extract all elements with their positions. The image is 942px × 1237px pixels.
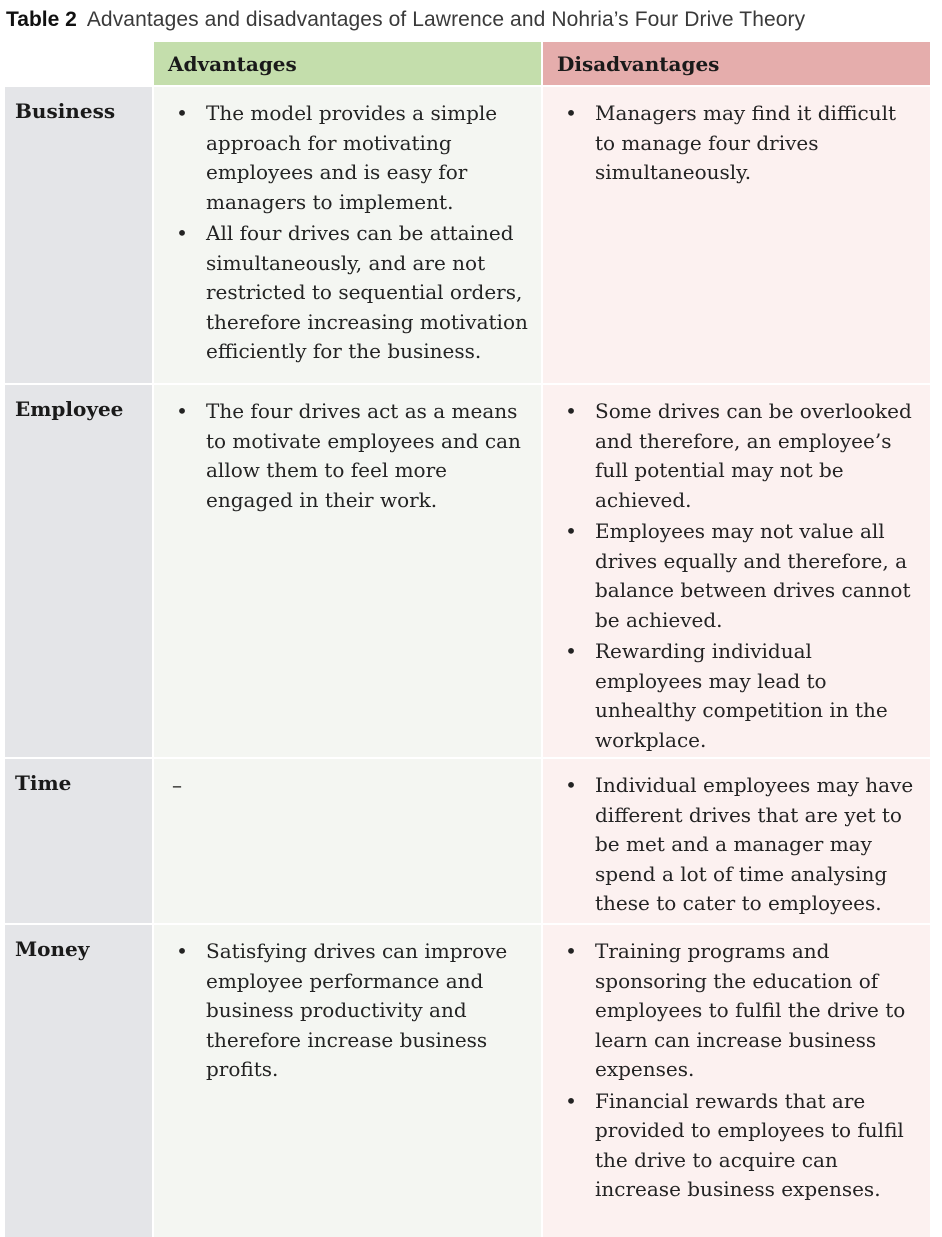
table-row	[5, 923, 930, 1237]
bullet-icon: •	[565, 939, 577, 963]
business-disadvantages-cell	[543, 85, 930, 383]
item-text: The model provides a simple approach for motivating employees and is easy for managers to implement.	[206, 101, 498, 214]
row-label-employee: Employee	[5, 383, 152, 757]
item-text: Some drives can be overlooked and therefore, an employee’s full potential may not be achieved.	[595, 399, 912, 512]
item-text: Individual employees may have different drives that are yet to be met and a manager may spend a lot of time analysing these to cater to employees.	[595, 773, 914, 915]
item-text: The four drives act as a means to motivate employees and can allow them to feel more engaged in their work.	[206, 399, 521, 512]
no-advantages-dash: –	[172, 773, 182, 797]
header-row	[5, 42, 930, 85]
item-text: Training programs and sponsoring the education of employees to fulfil the drive to learn can increase business expenses.	[595, 939, 906, 1081]
comparison-table	[3, 42, 932, 1237]
header-blank	[5, 42, 152, 85]
bullet-icon: •	[565, 101, 577, 125]
money-disadvantages-list	[559, 937, 922, 1205]
employee-advantages-cell	[154, 383, 541, 757]
list-item	[559, 517, 922, 635]
employee-disadvantages-cell	[543, 383, 930, 757]
list-item	[559, 637, 922, 755]
disadvantages-header: Disadvantages	[543, 42, 930, 85]
list-item	[170, 99, 533, 217]
item-text: Satisfying drives can improve employee performance and business productivity and therefore increase business profits.	[206, 939, 508, 1081]
money-advantages-list	[170, 937, 533, 1085]
employee-disadvantages-list	[559, 397, 922, 755]
list-item	[559, 937, 922, 1085]
bullet-icon: •	[176, 221, 188, 245]
list-item	[559, 1087, 922, 1205]
table-row	[5, 757, 930, 923]
row-label-money: Money	[5, 923, 152, 1237]
list-item	[170, 937, 533, 1085]
business-disadvantages-list	[559, 99, 922, 188]
item-text: Managers may find it difficult to manage four drives simultaneously.	[595, 101, 897, 184]
item-text: Employees may not value all drives equally and therefore, a balance between drives cannot be achieved.	[595, 519, 911, 632]
money-advantages-cell	[154, 923, 541, 1237]
table-number: Table 2	[6, 8, 77, 31]
time-disadvantages-cell	[543, 757, 930, 923]
bullet-icon: •	[565, 1088, 577, 1113]
bullet-icon: •	[565, 773, 577, 797]
time-disadvantages-list	[559, 771, 922, 919]
list-item	[170, 397, 533, 515]
list-item	[559, 397, 922, 515]
item-text: Rewarding individual employees may lead to unhealthy competition in the workplace.	[595, 639, 888, 752]
bullet-icon: •	[176, 399, 188, 423]
bullet-icon: •	[565, 399, 577, 423]
business-advantages-cell	[154, 85, 541, 383]
table-title: Advantages and disadvantages of Lawrence and Nohria’s Four Drive Theory	[86, 8, 806, 31]
item-text: All four drives can be attained simultaneously, and are not restricted to sequential orders, therefore increasing motivation efficiently for the business.	[206, 221, 528, 363]
bullet-icon: •	[176, 101, 188, 125]
item-text: Financial rewards that are provided to employees to fulfil the drive to acquire can increase business expenses.	[595, 1088, 904, 1201]
list-item	[170, 219, 533, 367]
list-item	[559, 771, 922, 919]
row-label-time: Time	[5, 757, 152, 923]
bullet-icon: •	[176, 939, 188, 963]
time-advantages-cell	[154, 757, 541, 923]
table-row	[5, 383, 930, 757]
bullet-icon: •	[565, 639, 577, 663]
employee-advantages-list	[170, 397, 533, 515]
list-item	[559, 99, 922, 188]
table-row	[5, 85, 930, 383]
money-disadvantages-cell	[543, 923, 930, 1237]
business-advantages-list	[170, 99, 533, 367]
table-caption	[0, 0, 942, 42]
bullet-icon: •	[565, 519, 577, 543]
advantages-header: Advantages	[154, 42, 541, 85]
row-label-business: Business	[5, 85, 152, 383]
